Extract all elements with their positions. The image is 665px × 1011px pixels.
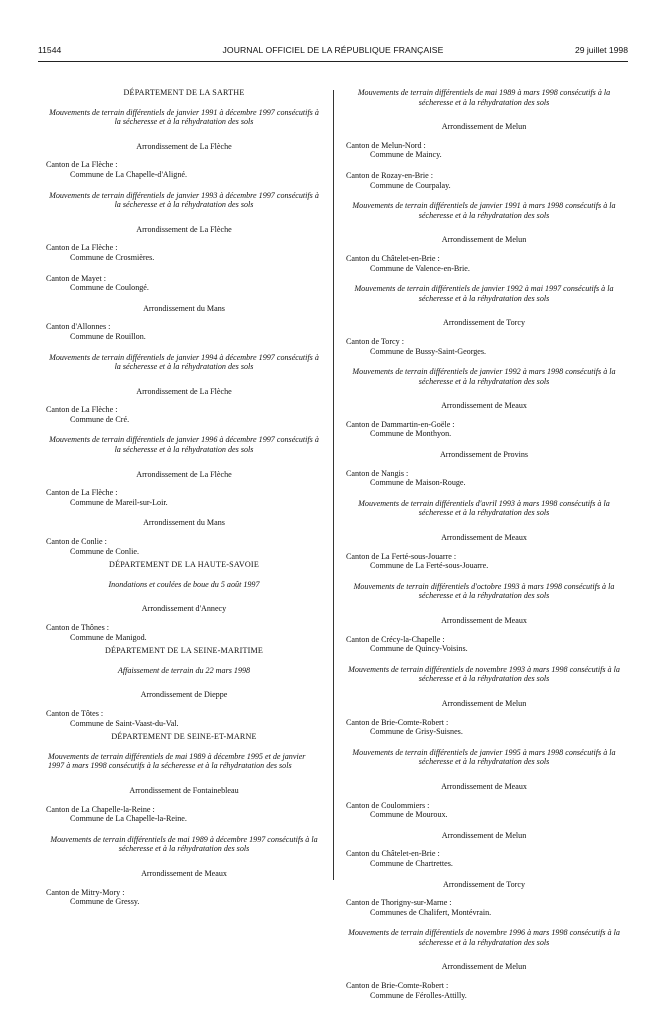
event-description: Mouvements de terrain différentiels de janvier 1992 à mai 1997 consécutifs à la sécheresse et à la réhydratation des sols (354, 284, 614, 303)
arrondissement-heading: Arrondissement de Meaux (141, 868, 227, 878)
commune-entry: Commune de Mouroux. (370, 810, 448, 820)
arrondissement-heading: Arrondissement de Torcy (442, 879, 525, 889)
canton-entry: Canton de Thônes : (46, 623, 110, 632)
arrondissement-heading: Arrondissement de Fontainebleau (129, 785, 239, 795)
event-description: Mouvements de terrain différentiels de janvier 1994 à décembre 1997 consécutifs à la sécheresse et à la réhydratation des sols (49, 352, 319, 372)
canton-entry: Canton de Brie-Comte-Robert : (346, 717, 449, 727)
arrondissement-heading: Arrondissement de La Flèche (136, 386, 232, 396)
canton-entry: Canton de La Flèche : (46, 243, 118, 253)
event-description: Mouvements de terrain différentiels de janvier 1992 à mars 1998 consécutifs à la sécheresse et à la réhydratation des sols (352, 367, 616, 386)
arrondissement-heading: Arrondissement de Melun (441, 698, 527, 708)
canton-entry: Canton de Mayet : (46, 273, 107, 283)
journal-title: JOURNAL OFFICIEL DE LA RÉPUBLIQUE FRANÇAISE (222, 45, 444, 55)
commune-entry: Commune de Cré. (70, 414, 130, 424)
right-column (346, 88, 622, 1011)
commune-entry: Commune de Gressy. (70, 897, 140, 907)
canton-entry: Canton d'Allonnes : (46, 322, 111, 332)
commune-entry: Commune de Quincy-Voisins. (370, 644, 468, 654)
commune-entry: Commune de Bussy-Saint-Georges. (370, 346, 487, 356)
arrondissement-heading: Arrondissement de Dieppe (140, 690, 228, 700)
arrondissement-heading: Arrondissement du Mans (143, 303, 225, 313)
commune-entry: Commune de Mareil-sur-Loir. (70, 497, 168, 507)
canton-entry: Canton du Châtelet-en-Brie : (346, 849, 440, 859)
left-column (46, 88, 322, 918)
commune-entry: Commune de Conlie. (70, 546, 140, 556)
canton-entry: Canton de Dammartin-en-Goële : (346, 419, 455, 429)
department-heading: DÉPARTEMENT DE LA SEINE-MARITIME (104, 646, 264, 656)
commune-entry: Commune de Manigod. (70, 632, 147, 642)
canton-entry: Canton de Conlie : (46, 537, 107, 547)
event-description: Mouvements de terrain différentiels de novembre 1996 à mars 1998 consécutifs à la sécheresse et à la réhydratation des sols (348, 928, 620, 947)
arrondissement-heading: Arrondissement d'Annecy (141, 604, 227, 614)
commune-entry: Communes de Chalifert, Montévrain. (370, 907, 492, 917)
commune-entry: Commune de Courpalay. (370, 180, 451, 190)
department-heading: DÉPARTEMENT DE LA HAUTE-SAVOIE (109, 560, 259, 570)
canton-entry: Canton de Mitry-Mory : (46, 887, 125, 897)
canton-entry: Canton du Châtelet-en-Brie : (346, 253, 440, 263)
arrondissement-heading: Arrondissement de Meaux (441, 781, 527, 791)
event-description: Mouvements de terrain différentiels de janvier 1996 à décembre 1997 consécutifs à la sécheresse et à la réhydratation des sols (49, 435, 319, 455)
canton-entry: Canton de La Flèche : (46, 160, 118, 170)
department-heading: DÉPARTEMENT DE SEINE-ET-MARNE (111, 732, 257, 742)
event-description: Mouvements de terrain différentiels de mai 1989 à mars 1998 consécutifs à la sécheresse et à la réhydratation des sols (357, 88, 611, 107)
commune-entry: Commune de Monthyon. (370, 429, 452, 439)
commune-entry: Commune de Rouillon. (70, 331, 146, 341)
commune-entry: Commune de Coulongé. (70, 283, 149, 293)
canton-entry: Canton de Torcy : (346, 336, 404, 346)
canton-entry: Canton de Coulommiers : (346, 800, 430, 810)
event-description: Mouvements de terrain différentiels de janvier 1991 à décembre 1997 consécutifs à la sécheresse et à la réhydratation des sols (49, 107, 319, 127)
arrondissement-heading: Arrondissement de Meaux (441, 401, 527, 411)
arrondissement-heading: Arrondissement de La Flèche (136, 469, 232, 479)
event-description: Mouvements de terrain différentiels d'octobre 1993 à mars 1998 consécutifs à la sécheresse et à la réhydratation des sols (353, 581, 615, 601)
page-number: 11544 (38, 45, 62, 55)
commune-entry: Commune de Chartrettes. (370, 858, 453, 868)
department-heading: DÉPARTEMENT DE LA SARTHE (123, 88, 245, 97)
arrondissement-heading: Arrondissement de La Flèche (136, 224, 232, 234)
commune-entry: Commune de Crosmières. (70, 252, 155, 262)
canton-entry: Canton de La Ferté-sous-Jouarre : (346, 551, 457, 561)
commune-entry: Commune de Maincy. (370, 150, 442, 160)
arrondissement-heading: Arrondissement de Melun (441, 830, 527, 840)
arrondissement-heading: Arrondissement de La Flèche (136, 141, 232, 151)
arrondissement-heading: Arrondissement de Meaux (441, 616, 527, 625)
commune-entry: Commune de Grisy-Suisnes. (370, 727, 463, 737)
arrondissement-heading: Arrondissement de Melun (441, 962, 527, 972)
arrondissement-heading: Arrondissement de Melun (441, 235, 527, 245)
commune-entry: Commune de La Chapelle-la-Reine. (70, 814, 187, 824)
arrondissement-heading: Arrondissement de Meaux (441, 533, 527, 543)
commune-entry: Commune de La Ferté-sous-Jouarre. (370, 561, 489, 571)
canton-entry: Canton de Nangis : (346, 468, 409, 478)
canton-entry: Canton de Brie-Comte-Robert : (346, 981, 449, 991)
header-rule (38, 61, 628, 62)
arrondissement-heading: Arrondissement de Provins (439, 450, 529, 460)
arrondissement-heading: Arrondissement de Melun (441, 122, 527, 132)
page-header (38, 45, 628, 59)
canton-entry: Canton de La Flèche : (46, 405, 118, 415)
column-divider (333, 90, 334, 880)
canton-entry: Canton de La Flèche : (46, 488, 118, 498)
event-description: Mouvements de terrain différentiels de mai 1989 à décembre 1995 et de janvier 1997 à mars 1998 consécutifs à la sécheresse et à la réhydratation des sols (48, 751, 306, 771)
commune-entry: Commune de Maison-Rouge. (370, 478, 466, 488)
event-description: Mouvements de terrain différentiels de janvier 1993 à décembre 1997 consécutifs à la sécheresse et à la réhydratation des sols (49, 190, 319, 210)
event-description: Mouvements de terrain différentiels d'avril 1993 à mars 1998 consécutifs à la sécheresse et à la réhydratation des sols (358, 498, 610, 518)
commune-entry: Commune de Valence-en-Brie. (370, 263, 470, 273)
event-description: Inondations et coulées de boue du 5 août 1997 (108, 579, 260, 589)
event-description: Mouvements de terrain différentiels de novembre 1993 à mars 1998 consécutifs à la sécheresse et à la réhydratation des sols (348, 664, 620, 684)
arrondissement-heading: Arrondissement du Mans (143, 518, 225, 528)
canton-entry: Canton de Tôtes : (46, 708, 104, 718)
canton-entry: Canton de Thorigny-sur-Marne : (346, 898, 452, 908)
publication-date: 29 juillet 1998 (574, 45, 628, 55)
event-description: Affaissement de terrain du 22 mars 1998 (117, 665, 251, 675)
commune-entry: Commune de Saint-Vaast-du-Val. (70, 718, 179, 728)
event-description: Mouvements de terrain différentiels de janvier 1991 à mars 1998 consécutifs à la sécheresse et à la réhydratation des sols (352, 201, 616, 220)
commune-entry: Commune de La Chapelle-d'Aligné. (70, 169, 187, 179)
canton-entry: Canton de Rozay-en-Brie : (346, 170, 433, 180)
arrondissement-heading: Arrondissement de Torcy (442, 318, 525, 328)
event-description: Mouvements de terrain différentiels de janvier 1995 à mars 1998 consécutifs à la sécheresse et à la réhydratation des sols (352, 747, 616, 767)
canton-entry: Canton de La Chapelle-la-Reine : (46, 804, 155, 814)
event-description: Mouvements de terrain différentiels de mai 1989 à décembre 1997 consécutifs à la sécheresse et à la réhydratation des sols (50, 834, 318, 854)
commune-entry: Commune de Férolles-Attilly. (370, 990, 467, 1000)
canton-entry: Canton de Melun-Nord : (346, 140, 426, 150)
canton-entry: Canton de Crécy-la-Chapelle : (346, 634, 445, 644)
